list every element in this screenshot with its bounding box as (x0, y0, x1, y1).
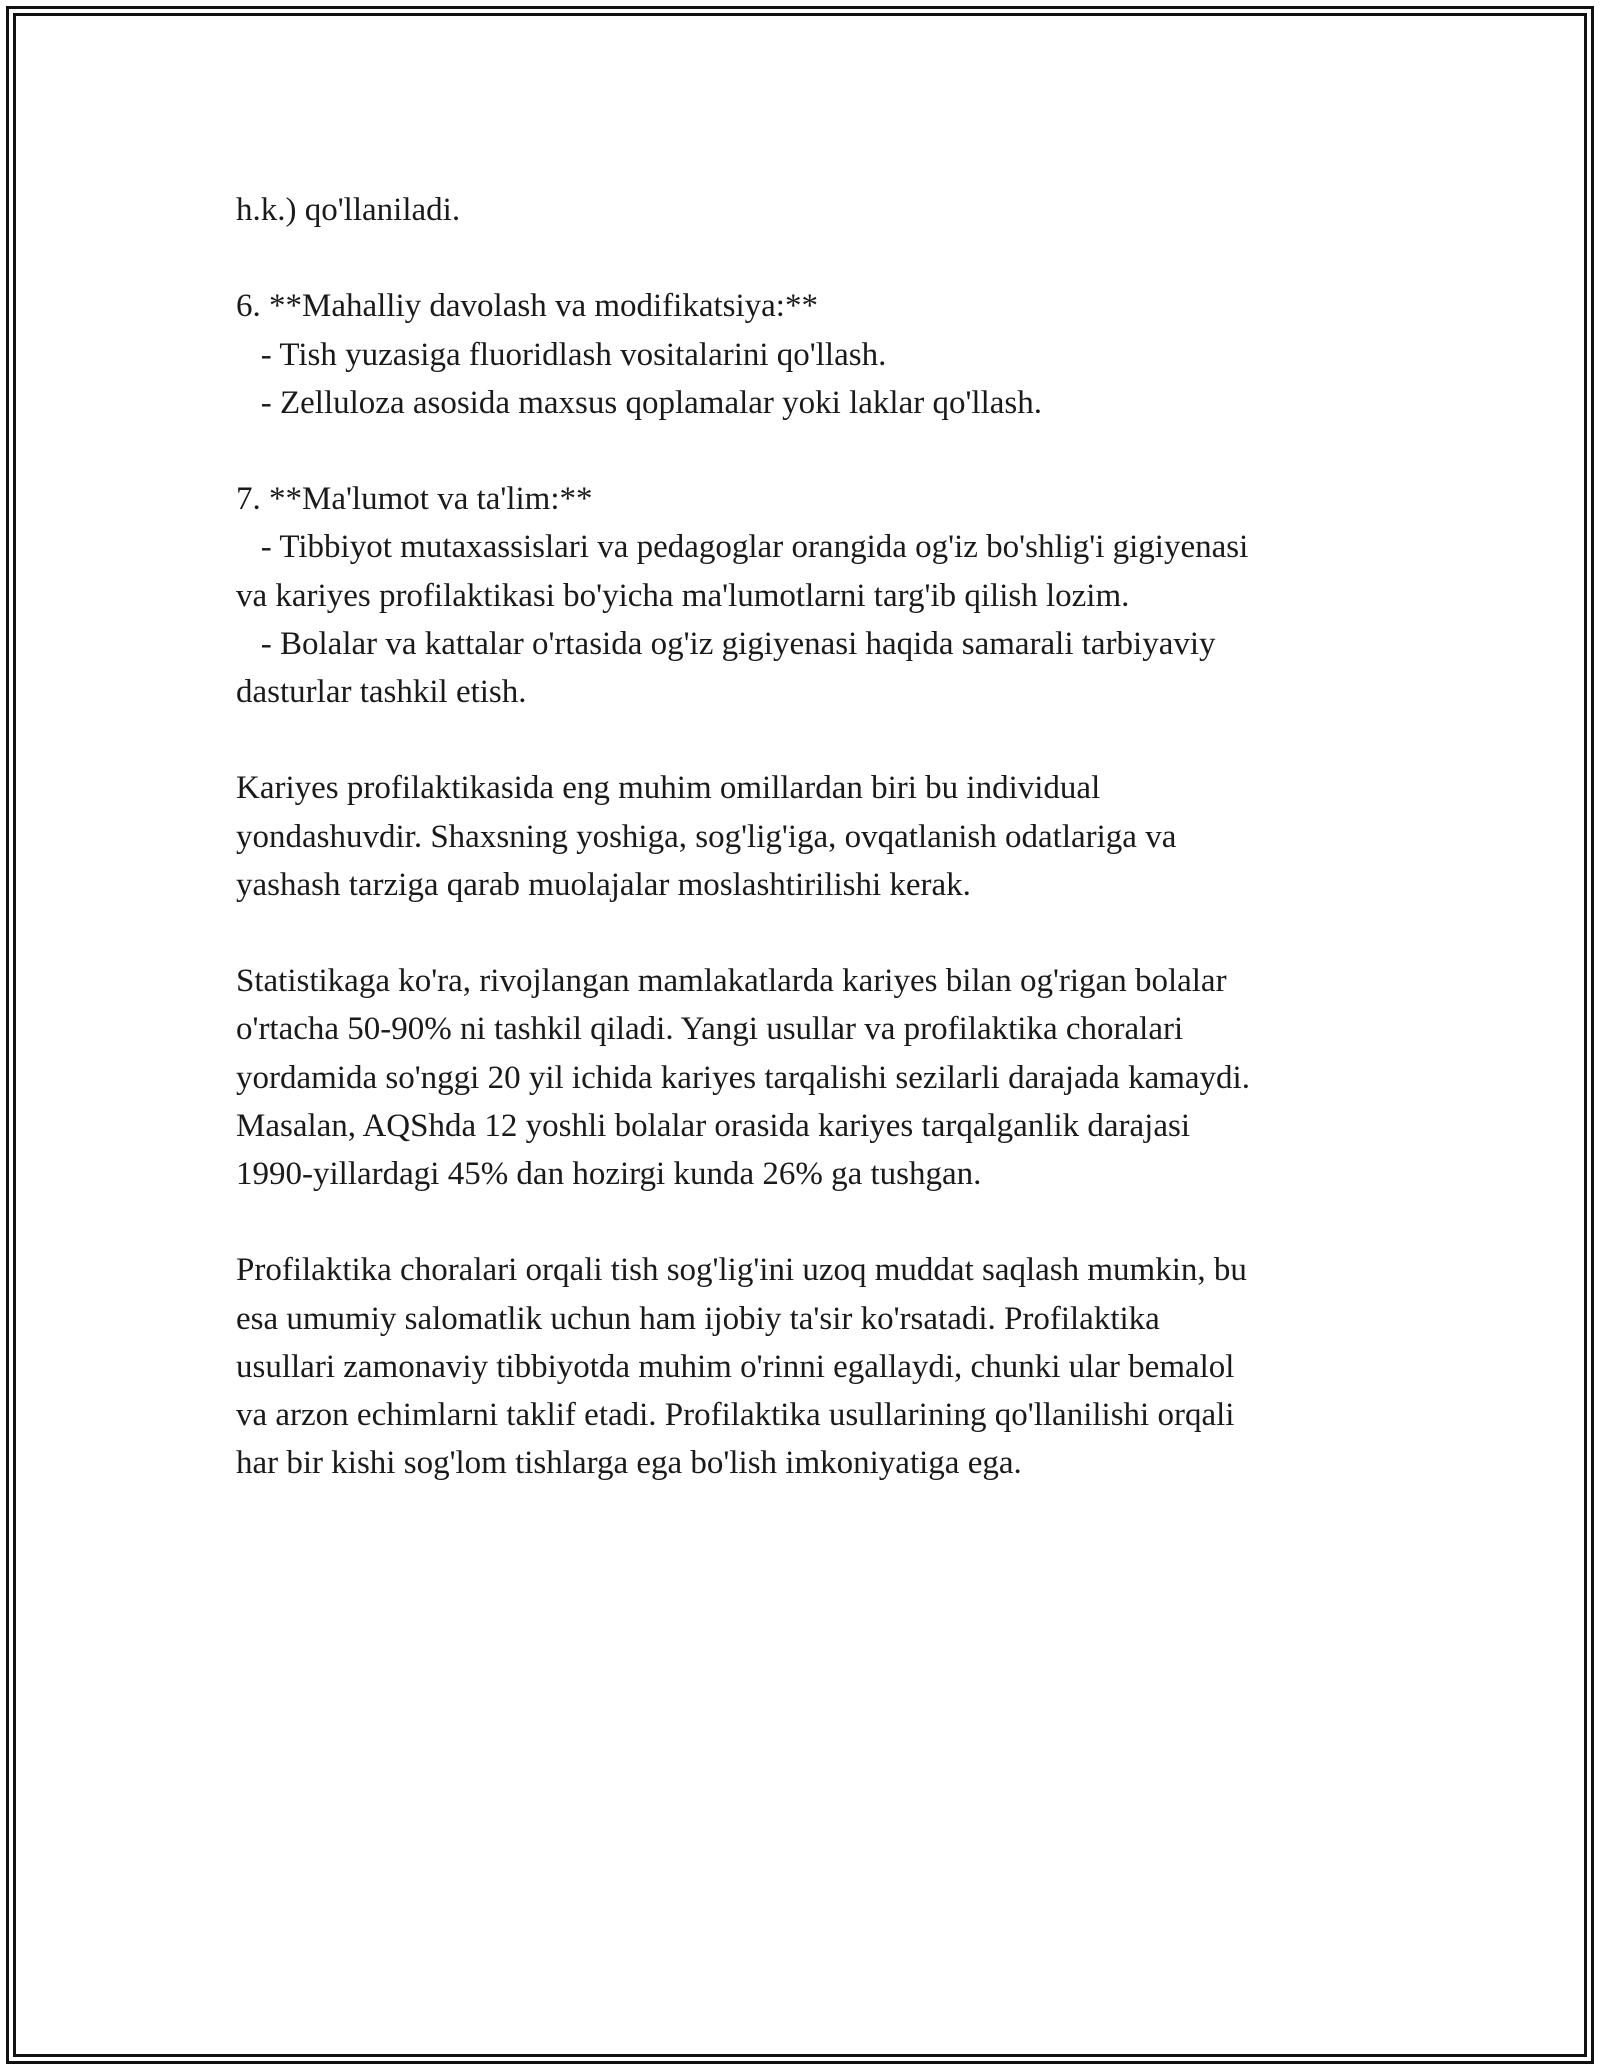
section-7-bullet-line: - Tibbiyot mutaxassislari va pedagoglar orangida og'iz bo'shlig'i gigiyenasi (236, 529, 1249, 566)
section-7-bullet-line: dasturlar tashkil etish. (236, 674, 527, 710)
intro-tail-line: h.k.) qo'llaniladi. (236, 192, 461, 228)
section-7-bullet-line: - Bolalar va kattalar o'rtasida og'iz gigiyenasi haqida samarali tarbiyaviy (236, 625, 1216, 662)
paragraph-gap (236, 716, 1386, 764)
paragraph-line: har bir kishi sog'lom tishlarga ega bo'lish imkoniyatiga ega. (236, 1445, 1022, 1482)
paragraph-line: o'rtacha 50-90% ni tashkil qiladi. Yangi usullar va profilaktika choralari (236, 1011, 1184, 1048)
section-7 (236, 475, 1386, 716)
paragraph-conclusion (236, 1246, 1386, 1487)
section-6 (236, 282, 1386, 427)
paragraph-line: yashash tarziga qarab muolajalar moslashtirilishi kerak. (236, 866, 971, 903)
paragraph-line: esa umumiy salomatlik uchun ham ijobiy ta'sir ko'rsatadi. Profilaktika (236, 1300, 1160, 1337)
paragraph-gap (236, 1198, 1386, 1246)
paragraph-line: yordamida so'nggi 20 yil ichida kariyes tarqalishi sezilarli darajada kamaydi. (236, 1059, 1250, 1096)
paragraph-gap (236, 234, 1386, 282)
paragraph-line: 1990-yillardagi 45% dan hozirgi kunda 26% ga tushgan. (236, 1156, 982, 1192)
section-6-bullet: - Zelluloza asosida maxsus qoplamalar yoki laklar qo'llash. (236, 384, 1042, 421)
section-7-bullet-line: va kariyes profilaktikasi bo'yicha ma'lumotlarni targ'ib qilish lozim. (236, 577, 1130, 614)
section-7-heading: 7. **Ma'lumot va ta'lim:** (236, 481, 593, 518)
paragraph-line: usullari zamonaviy tibbiyotda muhim o'rinni egallaydi, chunki ular bemalol (236, 1348, 1235, 1385)
paragraph-line: Masalan, AQShda 12 yoshli bolalar orasida kariyes tarqalganlik darajasi (236, 1107, 1190, 1144)
paragraph-line: va arzon echimlarni taklif etadi. Profilaktika usullarining qo'llanilishi orqali (236, 1397, 1235, 1433)
paragraph-line: Statistikaga ko'ra, rivojlangan mamlakatlarda kariyes bilan og'rigan bolalar (236, 963, 1227, 1000)
paragraph-gap (236, 909, 1386, 957)
section-6-heading: 6. **Mahalliy davolash va modifikatsiya:** (236, 288, 818, 325)
paragraph-line: Kariyes profilaktikasida eng muhim omillardan biri bu individual (236, 770, 1101, 807)
paragraph-line: yondashuvdir. Shaxsning yoshiga, sog'lig'iga, ovqatlanish odatlariga va (236, 818, 1177, 855)
paragraph-line: Profilaktika choralari orqali tish sog'lig'ini uzoq muddat saqlash mumkin, bu (236, 1252, 1247, 1289)
paragraph-gap (236, 427, 1386, 475)
document-body (236, 186, 1386, 1487)
section-6-bullet: - Tish yuzasiga fluoridlash vositalarini qo'llash. (236, 336, 887, 373)
paragraph-statistics (236, 957, 1386, 1198)
paragraph-individual-approach (236, 764, 1386, 909)
